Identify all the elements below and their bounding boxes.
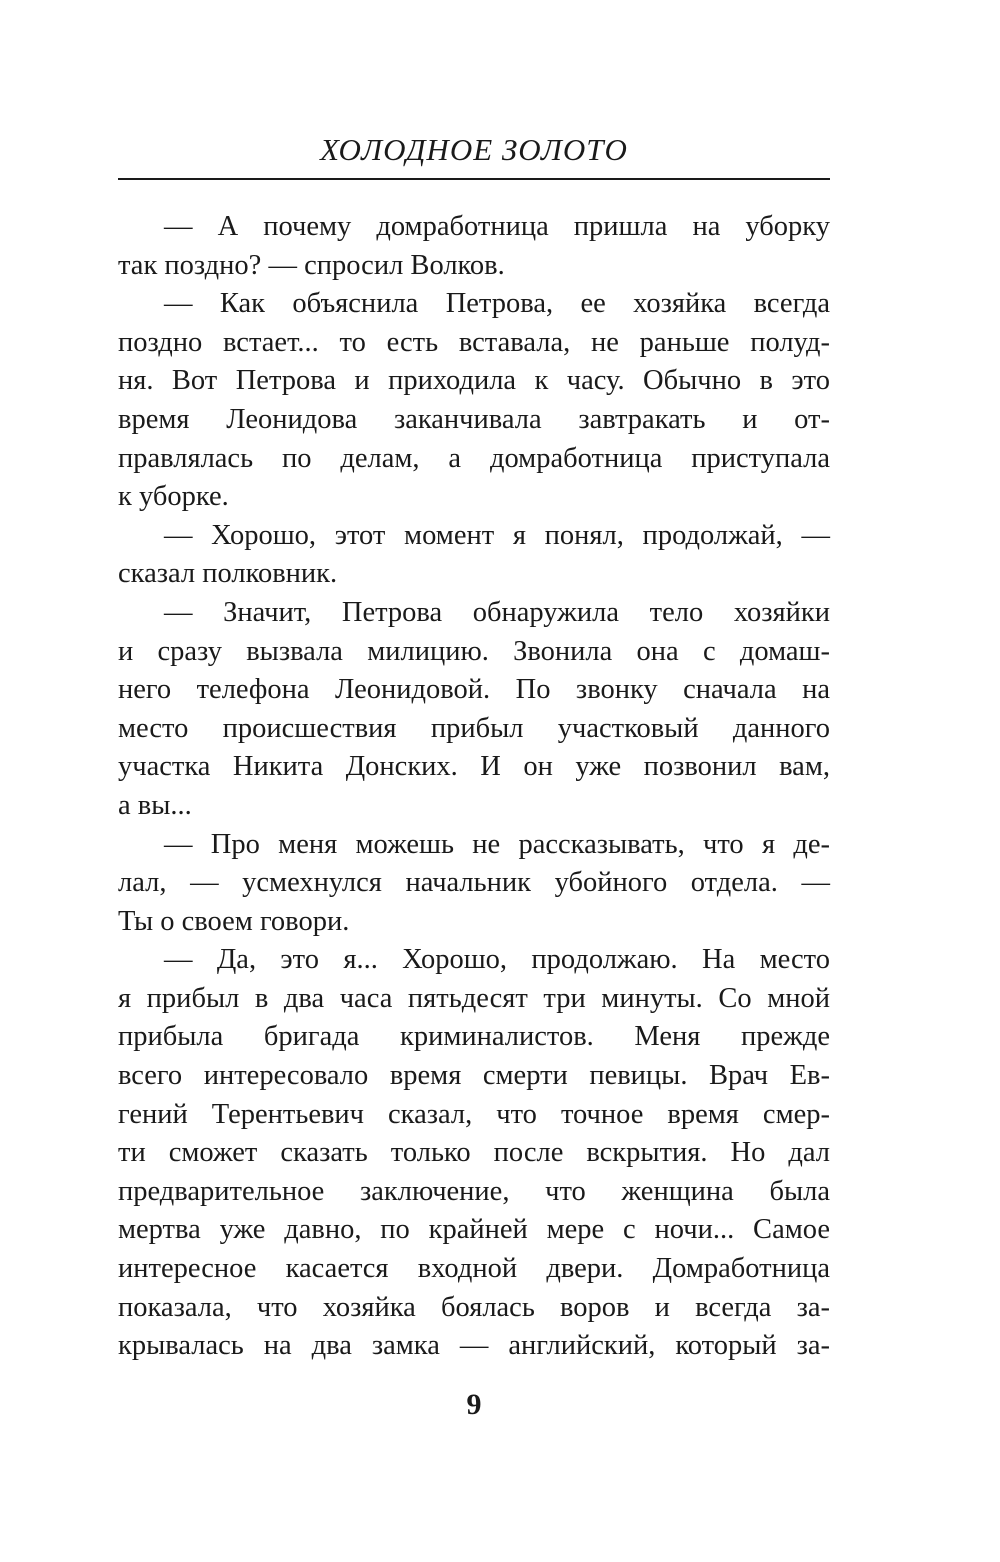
text-line: показала, что хозяйка боялась воров и всегда за- xyxy=(118,1291,830,1323)
text-line: крывалась на два замка — английский, который за- xyxy=(118,1330,830,1362)
text-line: него телефона Леонидовой. По звонку сначала на xyxy=(118,674,830,706)
text-line: правлялась по делам, а домработница приступала xyxy=(118,442,830,474)
text-line: а вы... xyxy=(118,789,192,821)
text-line: всего интересовало время смерти певицы. Врач Ев- xyxy=(118,1060,830,1092)
text-line: Ты о своем говори. xyxy=(118,905,350,937)
text-line: прибыла бригада криминалистов. Меня прежде xyxy=(118,1021,830,1053)
text-line: время Леонидова заканчивала завтракать и от- xyxy=(118,403,830,435)
page-body xyxy=(118,208,830,1366)
text-line: к уборке. xyxy=(118,481,229,513)
text-line: — Про меня можешь не рассказывать, что я де- xyxy=(164,828,830,860)
text-line: место происшествия прибыл участковый данного xyxy=(118,712,830,744)
text-line: — Как объяснила Петрова, ее хозяйка всегда xyxy=(164,288,830,320)
text-line: — Да, это я... Хорошо, продолжаю. На место xyxy=(164,944,830,976)
text-line: — А почему домработница пришла на уборку xyxy=(164,211,830,242)
text-line: я прибыл в два часа пятьдесят три минуты. Со мной xyxy=(118,982,830,1014)
text-line: так поздно? — спросил Волков. xyxy=(118,249,505,281)
text-line: гений Терентьевич сказал, что точное время смер- xyxy=(118,1098,830,1130)
text-line: предварительное заключение, что женщина была xyxy=(118,1175,830,1207)
page-number: 9 xyxy=(466,1388,482,1421)
text-line: поздно встает... то есть вставала, не раньше полуд- xyxy=(118,326,830,358)
text-line: лал, — усмехнулся начальник убойного отдела. — xyxy=(118,867,830,899)
text-line: сказал полковник. xyxy=(118,558,338,590)
text-line: ти сможет сказать только после вскрытия. Но дал xyxy=(118,1137,830,1169)
text-line: интересное касается входной двери. Домработница xyxy=(118,1253,830,1285)
text-line: — Значит, Петрова обнаружила тело хозяйки xyxy=(164,596,830,628)
text-line: — Хорошо, этот момент я понял, продолжай, — xyxy=(164,519,830,551)
running-header: ХОЛОДНОЕ ЗОЛОТО xyxy=(320,132,628,167)
text-line: и сразу вызвала милицию. Звонила она с домаш- xyxy=(118,635,830,667)
text-line: ня. Вот Петрова и приходила к часу. Обычно в это xyxy=(118,365,830,397)
text-line: мертва уже давно, по крайней мере с ночи... Самое xyxy=(118,1214,830,1246)
text-line: участка Никита Донских. И он уже позвонил вам, xyxy=(118,751,830,783)
header-rule xyxy=(118,178,830,180)
